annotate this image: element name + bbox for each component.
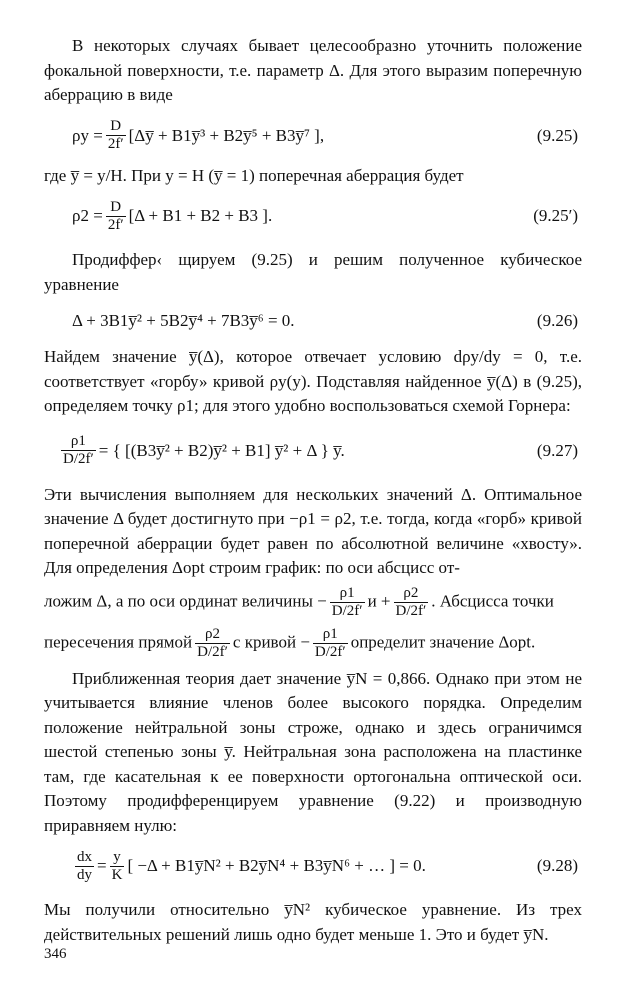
paragraph-differentiate: Продиффер‹ щируем (9.25) и решим полученное кубическое уравнение xyxy=(44,250,582,294)
paragraph-intro: В некоторых случаях бывает целесообразно уточнить положение фокальной поверхности, т.е. параметр Δ. Для этого выразим поперечную аберрацию в виде xyxy=(44,36,582,104)
eq-9-27-rhs: = { [(B3y̅² + B2)y̅² + B1] y̅² + Δ } y̅. xyxy=(98,440,345,460)
eq-9-26-body: Δ + 3B1y̅² + 5B2y̅⁴ + 7B3y̅⁶ = 0. xyxy=(72,311,295,330)
paragraph-approximate-theory: Приближенная теория дает значение y̅N = 0,866. Однако при этом не учитывается влияние членов более высокого порядка. Определим положение нейтральной зоны строже, однако и здесь ограничимся шестой степенью зоны y̅. Нейтральная зона расположена на пластинке там, где касательная к ее поверхности ортогональна оптической оси. Поэтому продифференцируем уравнение (9.22) и производную приравняем нулю: xyxy=(44,668,582,835)
fraction-rho2-inline: $\frac{\rho 2}{D/2f'}$ xyxy=(395,584,427,619)
fraction-rho1-inline: $\frac{\rho 1}{D/2f'}$ xyxy=(331,584,363,619)
equation-number-9-25: (9.25) xyxy=(536,125,578,145)
eq-9-28-rhs: [ −Δ + B1y̅N² + B2y̅N⁴ + B3y̅N⁶ + … ] = 0. xyxy=(127,856,426,875)
page-content xyxy=(44,34,582,947)
equation-9-27 xyxy=(44,429,582,473)
equation-9-26 xyxy=(44,303,582,339)
paragraph-intersection-line: пересечения прямой $\frac{\rho 2}{D/2f'}$ с кривой − $\frac{\rho 1}{D/2f'}$ определит значение Δopt. xyxy=(44,625,536,660)
equation-9-25 xyxy=(44,114,582,158)
fraction-rho2-inline-b: $\frac{\rho 2}{D/2f'}$ xyxy=(197,625,228,660)
fraction-dx-dy: $\frac{dx}{dy}$ xyxy=(77,848,92,883)
paragraph-find-value: Найдем значение y̅(Δ), которое отвечает условию dρy/dy = 0, т.е. соответствует «горбу» кривой ρy(y). Подставляя найденное y̅(Δ) в (9.25), определяем точку ρ1; для этого удобно воспользоваться схемой Горнера: xyxy=(44,347,582,415)
fraction-d-over-2f: $\frac{D}{2f'}$ xyxy=(107,118,124,152)
fraction-rho1-inline-b: $\frac{\rho 1}{D/2f'}$ xyxy=(314,625,346,660)
eq-9-25-lhs: ρy = xyxy=(72,125,103,145)
page-number: 346 xyxy=(44,946,67,962)
paragraph-computations: Эти вычисления выполняем для нескольких значений Δ. Оптимальное значение Δ будет достигнуто при −ρ1 = ρ2, т.е. тогда, когда «горб» кривой поперечной аберрации будет равен по абсолютной величине «хвосту». Для определения Δopt строим график: по оси абсцисс от- xyxy=(44,484,582,577)
paragraph-cubic-result: Мы получили относительно y̅N² кубическое уравнение. Из трех действительных решений лишь одно будет меньше 1. Это и будет y̅N. xyxy=(44,900,582,944)
equation-number-9-28: (9.28) xyxy=(536,856,578,875)
eq-9-25p-rhs: [Δ + B1 + B2 + B3 ]. xyxy=(128,206,273,225)
equation-number-9-27: (9.27) xyxy=(536,440,578,460)
equation-9-28: $\frac{dx}{dy}$ = $\frac{y}{K}$ [ −Δ + B1y̅N² + B2y̅N⁴ + B3y̅N⁶ + … ] = 0. (9.28) xyxy=(44,844,582,888)
paragraph-plot-line: ложим Δ, а по оси ординат величины − $\frac{\rho 1}{D/2f'}$ и + $\frac{\rho 2}{D/2f'}$ . Абсцисса точки xyxy=(44,584,554,619)
fraction-y-over-k: $\frac{y}{K}$ xyxy=(111,848,123,883)
equation-number-9-25-prime: (9.25′) xyxy=(533,206,578,225)
equation-9-25-prime xyxy=(44,194,582,238)
fraction-d-over-2f-b: $\frac{D}{2f'}$ xyxy=(107,198,124,233)
eq-9-25p-lhs: ρ2 = xyxy=(72,206,103,225)
equation-number-9-26: (9.26) xyxy=(536,311,578,330)
fraction-rho1: $\frac{\rho 1}{D/2f'}$ xyxy=(63,433,94,467)
eq-9-25-rhs: [Δy̅ + B1y̅³ + B2y̅⁵ + B3y̅⁷ ], xyxy=(128,125,325,145)
paragraph-where: где y̅ = y/H. При y = H (y̅ = 1) поперечная аберрация будет xyxy=(44,165,464,185)
